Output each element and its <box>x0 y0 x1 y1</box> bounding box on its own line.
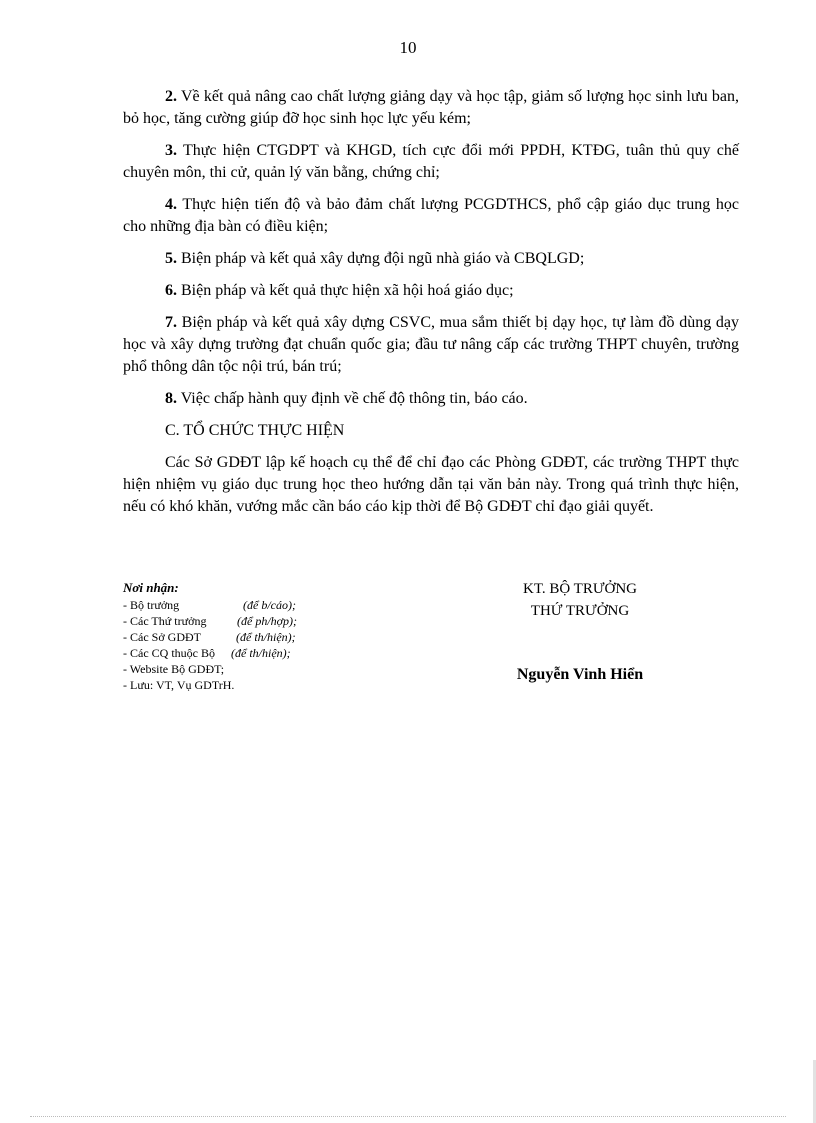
item-text: Việc chấp hành quy định về chế độ thông tin, báo cáo. <box>177 390 528 407</box>
list-item <box>123 248 739 270</box>
signature-subtitle: THỨ TRƯỞNG <box>530 603 630 619</box>
signer-name: Nguyễn Vinh Hiển <box>516 666 644 683</box>
recipients-block <box>123 580 423 693</box>
signature-title: KT. BỘ TRƯỞNG <box>522 581 637 597</box>
list-item <box>123 194 739 238</box>
list-item <box>123 140 739 184</box>
recipient-item: - Các Thứ trưởng (để ph/hợp); <box>123 614 298 628</box>
recipient-item: - Các CQ thuộc Bộ (để th/hiện); <box>123 646 291 660</box>
recipient-item: - Bộ trưởng (để b/cáo); <box>123 598 296 612</box>
page-number: 10 <box>399 38 417 57</box>
signature-block <box>470 578 690 686</box>
recipients-title: Nơi nhận: <box>123 580 179 595</box>
item-text: Thực hiện CTGDPT và KHGD, tích cực đổi mới PPDH, KTĐG, tuân thủ quy chế chuyên môn, thi cử, quản lý văn bằng, chứng chỉ; <box>123 142 739 181</box>
page-bottom-divider <box>30 1116 786 1117</box>
item-number: 8. <box>165 390 177 407</box>
recipient-item: - Các Sở GDĐT (để th/hiện); <box>123 630 296 644</box>
document-body <box>123 86 739 528</box>
implementation-paragraph: Các Sở GDĐT lập kế hoạch cụ thể để chỉ đạo các Phòng GDĐT, các trường THPT thực hiện nhiệm vụ giáo dục trung học theo hướng dẫn tại văn bản này. Trong quá trình thực hiện, nếu có khó khăn, vướng mắc cần báo cáo kịp thời để Bộ GDĐT chỉ đạo giải quyết. <box>123 454 739 515</box>
item-text: Biện pháp và kết quả xây dựng đội ngũ nhà giáo và CBQLGD; <box>177 250 585 267</box>
list-item <box>123 388 739 410</box>
item-text: Biện pháp và kết quả xây dựng CSVC, mua sắm thiết bị dạy học, tự làm đồ dùng dạy học và xây dựng trường đạt chuẩn quốc gia; đầu tư nâng cấp các trường THPT chuyên, trường phổ thông dân tộc nội trú, bán trú; <box>123 314 739 375</box>
section-heading: C. TỔ CHỨC THỰC HIỆN <box>165 422 345 439</box>
item-text: Về kết quả nâng cao chất lượng giảng dạy và học tập, giảm số lượng học sinh lưu ban, bỏ học, tăng cường giúp đỡ học sinh học lực yếu kém; <box>123 88 739 127</box>
list-item <box>123 312 739 378</box>
item-number: 5. <box>165 250 177 267</box>
list-item <box>123 280 739 302</box>
item-number: 4. <box>165 196 177 213</box>
item-number: 6. <box>165 282 177 299</box>
recipient-item: - Website Bộ GDĐT; <box>123 662 225 676</box>
item-text: Thực hiện tiến độ và bảo đảm chất lượng PCGDTHCS, phổ cập giáo dục trung học cho những địa bàn có điều kiện; <box>123 196 739 235</box>
item-number: 2. <box>165 88 177 105</box>
item-number: 3. <box>165 142 177 159</box>
item-number: 7. <box>165 314 177 331</box>
recipient-item: - Lưu: VT, Vụ GDTrH. <box>123 678 235 692</box>
list-item <box>123 86 739 130</box>
item-text: Biện pháp và kết quả thực hiện xã hội hoá giáo dục; <box>177 282 514 299</box>
